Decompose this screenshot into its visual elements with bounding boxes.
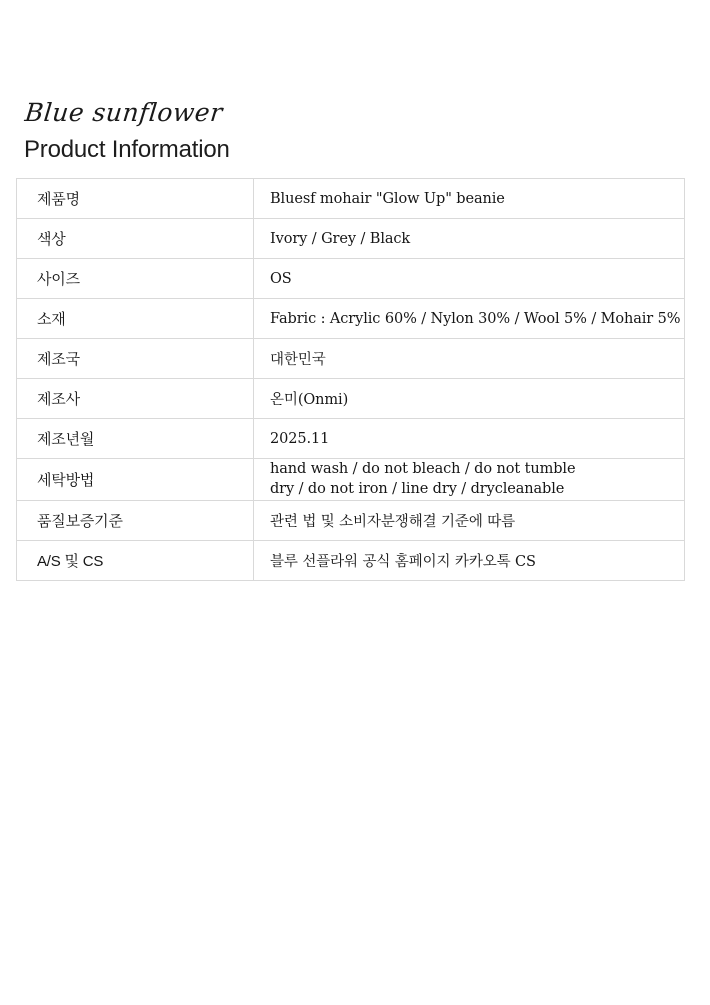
washing-instructions-line-2: dry / do not iron / line dry / drycleanable [270,480,565,497]
table-row [17,541,685,581]
row-label-washing-instructions: 세탁방법 [17,459,254,501]
row-label-as-and-cs: A/S 및 CS [17,541,254,581]
table-row [17,379,685,419]
row-label-size: 사이즈 [17,259,254,299]
row-label-manufacturer: 제조사 [17,379,254,419]
table-row [17,419,685,459]
washing-instructions-line-1: hand wash / do not bleach / do not tumble [270,460,576,477]
row-value-country-of-manufacture: 대한민국 [254,339,685,379]
row-value-material: Fabric : Acrylic 60% / Nylon 30% / Wool 5% / Mohair 5% [254,299,685,339]
row-value-color: Ivory / Grey / Black [254,219,685,259]
row-label-country-of-manufacture: 제조국 [17,339,254,379]
row-label-quality-warranty: 품질보증기준 [17,501,254,541]
row-value-product-name: Bluesf mohair "Glow Up" beanie [254,179,685,219]
row-label-product-name: 제품명 [17,179,254,219]
row-value-washing-instructions [254,459,685,501]
row-value-manufacturer: 온미(Onmi) [254,379,685,419]
row-value-size: OS [254,259,685,299]
row-label-material: 소재 [17,299,254,339]
brand-logo-text: Blue sunflower [23,98,225,127]
table-row [17,179,685,219]
row-label-color: 색상 [17,219,254,259]
row-value-as-and-cs: 블루 선플라워 공식 홈페이지 카카오톡 CS [254,541,685,581]
table-row [17,259,685,299]
row-value-quality-warranty: 관련 법 및 소비자분쟁해결 기준에 따름 [254,501,685,541]
table-row [17,459,685,501]
product-information-table [16,178,685,581]
table-row [17,339,685,379]
row-label-manufacture-date: 제조년월 [17,419,254,459]
page-title: Product Information [24,136,230,163]
table-row [17,501,685,541]
table-row [17,219,685,259]
row-value-manufacture-date: 2025.11 [254,419,685,459]
table-row [17,299,685,339]
